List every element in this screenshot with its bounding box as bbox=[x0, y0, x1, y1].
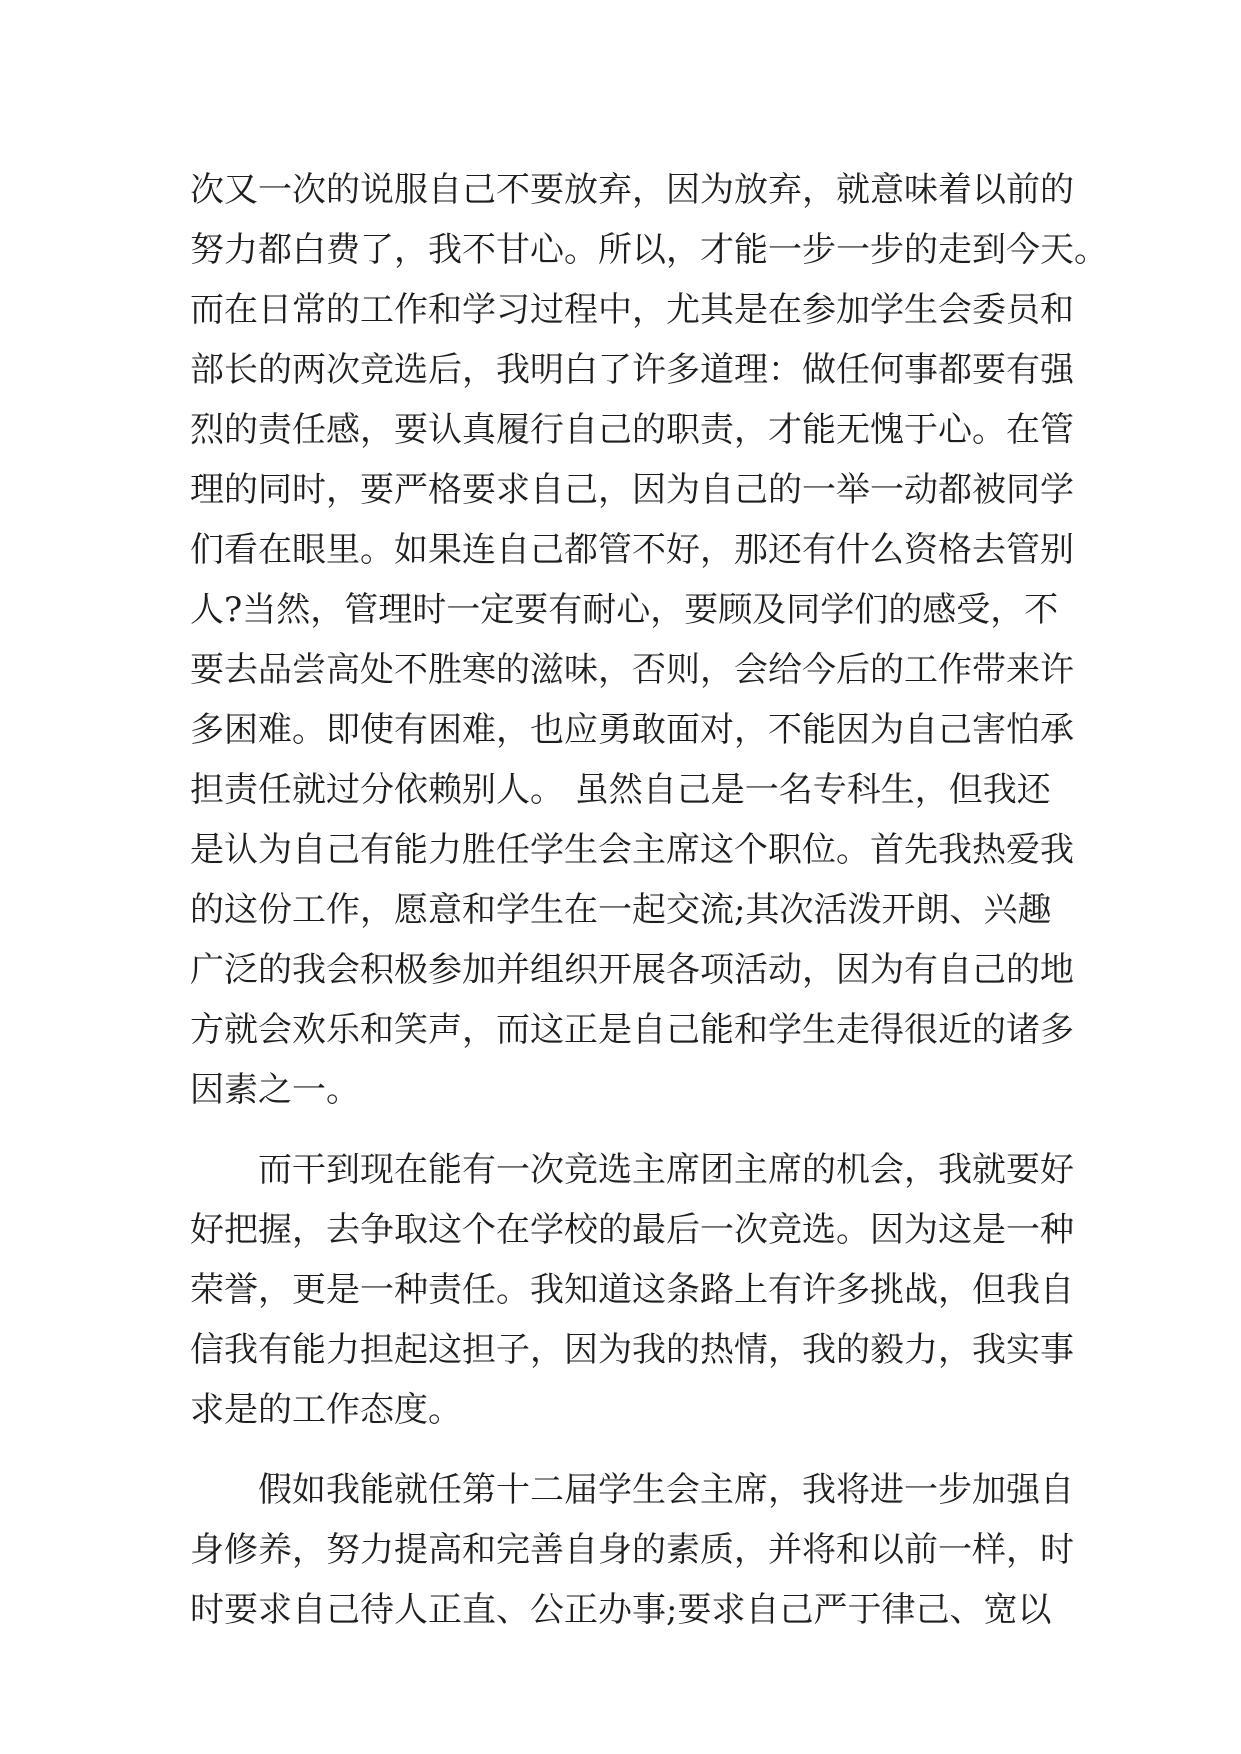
text-line: 求是的工作态度。 bbox=[190, 1390, 462, 1430]
text-line: 方就会欢乐和笑声，而这正是自己能和学生走得很近的诸多 bbox=[190, 1010, 1074, 1050]
text-line: 假如我能就任第十二届学生会主席，我将进一步加强自 bbox=[258, 1470, 1074, 1510]
text-line: 的这份工作，愿意和学生在一起交流;其次活泼开朗、兴趣 bbox=[190, 890, 1052, 930]
paragraph-2 bbox=[190, 1140, 1074, 1440]
paragraph-spacer bbox=[190, 1440, 1050, 1460]
text-line: 部长的两次竞选后，我明白了许多道理：做任何事都要有强 bbox=[190, 350, 1074, 390]
text-line: 担责任就过分依赖别人。 虽然自己是一名专科生，但我还 bbox=[190, 770, 1051, 810]
text-line: 是认为自己有能力胜任学生会主席这个职位。首先我热爱我 bbox=[190, 830, 1074, 870]
text-line: 们看在眼里。如果连自己都管不好，那还有什么资格去管别 bbox=[190, 530, 1074, 570]
paragraph-spacer bbox=[190, 1120, 1050, 1140]
text-line: 烈的责任感，要认真履行自己的职责，才能无愧于心。在管 bbox=[190, 410, 1074, 450]
document-body bbox=[190, 160, 1108, 1640]
text-line: 广泛的我会积极参加并组织开展各项活动，因为有自己的地 bbox=[190, 950, 1074, 990]
text-line: 多困难。即使有困难，也应勇敢面对，不能因为自己害怕承 bbox=[190, 710, 1074, 750]
text-line: 因素之一。 bbox=[190, 1070, 360, 1110]
text-line: 努力都白费了，我不甘心。所以，才能一步一步的走到今天。 bbox=[190, 230, 1108, 270]
text-line: 身修养，努力提高和完善自身的素质，并将和以前一样，时 bbox=[190, 1530, 1074, 1570]
text-line: 而干到现在能有一次竞选主席团主席的机会，我就要好 bbox=[258, 1150, 1074, 1190]
text-line: 次又一次的说服自己不要放弃，因为放弃，就意味着以前的 bbox=[190, 170, 1074, 210]
text-line: 人?当然，管理时一定要有耐心，要顾及同学们的感受，不 bbox=[190, 590, 1059, 630]
paragraph-3 bbox=[190, 1460, 1074, 1640]
text-line: 好把握，去争取这个在学校的最后一次竞选。因为这是一种 bbox=[190, 1210, 1074, 1250]
text-line: 理的同时，要严格要求自己，因为自己的一举一动都被同学 bbox=[190, 470, 1074, 510]
text-line: 信我有能力担起这担子，因为我的热情，我的毅力，我实事 bbox=[190, 1330, 1074, 1370]
text-line: 荣誉，更是一种责任。我知道这条路上有许多挑战，但我自 bbox=[190, 1270, 1074, 1310]
text-line: 要去品尝高处不胜寒的滋味，否则，会给今后的工作带来许 bbox=[190, 650, 1074, 690]
paragraph-1 bbox=[190, 160, 1108, 1120]
text-line: 而在日常的工作和学习过程中，尤其是在参加学生会委员和 bbox=[190, 290, 1074, 330]
text-line: 时要求自己待人正直、公正办事;要求自己严于律己、宽以 bbox=[190, 1590, 1052, 1630]
